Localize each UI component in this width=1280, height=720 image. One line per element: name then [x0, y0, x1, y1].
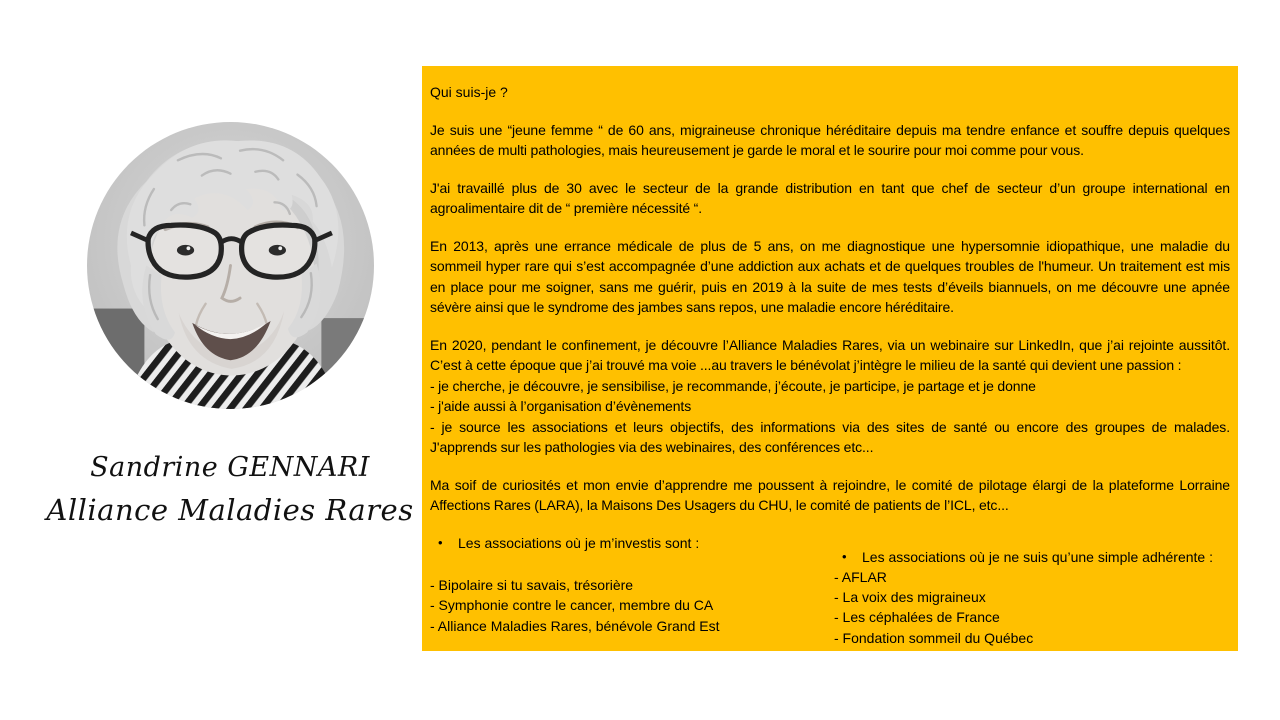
associations-invested-header: Les associations où je m’investis sont : — [458, 534, 700, 551]
association-item: - Symphonie contre le cancer, membre du CA — [430, 597, 714, 613]
volunteer-action: - je cherche, je découvre, je sensibilise, je recommande, j’écoute, je participe, je partage et je donne — [430, 377, 1036, 394]
associations-member-list — [834, 547, 1238, 649]
bio-paragraph-2020: En 2020, pendant le confinement, je découvre l’Alliance Maladies Rares, via un webinaire sur LinkedIn, que j’ai rejointe aussitôt. C’est à cette époque que j’ai trouvé ma voie ...au travers le bénévolat j’intègre le milieu de la santé qui devient une passion : — [430, 336, 1230, 373]
association-item: - AFLAR — [834, 568, 887, 585]
profile-photo — [87, 122, 374, 409]
spacer — [430, 553, 826, 575]
bullet-icon: • — [842, 548, 847, 564]
volunteer-action: - j'aide aussi à l’organisation d’évènements — [430, 398, 692, 414]
person-organisation: Alliance Maladies Rares — [46, 493, 414, 527]
association-item: - Bipolaire si tu savais, trésorière — [430, 576, 634, 593]
bio-title: Qui suis-je ? — [430, 84, 508, 100]
bio-paragraph-intro: Je suis une “jeune femme “ de 60 ans, migraineuse chronique héréditaire depuis ma tendre enfance et souffre depuis quelques années de multi pathologies, mais heureusement je garde le moral et le sourire pour moi comme pour vous. — [430, 121, 1230, 158]
bio-paragraph-career: J'ai travaillé plus de 30 avec le secteur de la grande distribution en tant que chef de secteur d’un groupe international en agroalimentaire dit de “ première nécessité “. — [430, 179, 1230, 216]
associations-invested-list — [430, 533, 826, 637]
association-item: - Fondation sommeil du Québec — [834, 629, 1034, 646]
associations-member-header: Les associations où je ne suis qu’une simple adhérente : — [862, 548, 1213, 565]
bio-paragraph-committees: Ma soif de curiosités et mon envie d’apprendre me poussent à rejoindre, le comité de pilotage élargi de la plateforme Lorraine Affections Rares (LARA), la Maisons Des Usagers du CHU, le comité de patients de l’ICL, etc... — [430, 476, 1230, 513]
volunteer-action: - je source les associations et leurs objectifs, des informations via des sites de santé ou encore des groupes de malades. J'apprends sur les pathologies via des webinaires, des conférences etc... — [430, 418, 1230, 455]
association-item: - Les céphalées de France — [834, 609, 1000, 626]
bio-paragraph-2013: En 2013, après une errance médicale de plus de 5 ans, on me diagnostique une hypersomnie idiopathique, une maladie du sommeil hyper rare qui s’est accompagnée d’une addiction aux achats et de quelques troubles de l'humeur. Un traitement est mis en place pour me soigner, sans me guérir, puis en 2019 à la suite de mes tests d’éveils biannuels, on me découvre une apnée sévère ainsi que le syndrome des jambes sans repos, une maladie encore héréditaire. — [430, 237, 1230, 315]
associations-invested-header-line — [430, 533, 826, 553]
association-item: - La voix des migraineux — [834, 588, 986, 605]
profile-caption — [40, 452, 420, 527]
associations-member-header-line — [834, 547, 1238, 567]
bullet-icon: • — [438, 534, 443, 550]
association-item: - Alliance Maladies Rares, bénévole Grand Est — [430, 617, 720, 634]
portrait-illustration — [87, 122, 374, 409]
associations-section — [430, 533, 1230, 652]
person-name: Sandrine GENNARI — [90, 452, 370, 483]
bio-panel — [422, 66, 1238, 651]
